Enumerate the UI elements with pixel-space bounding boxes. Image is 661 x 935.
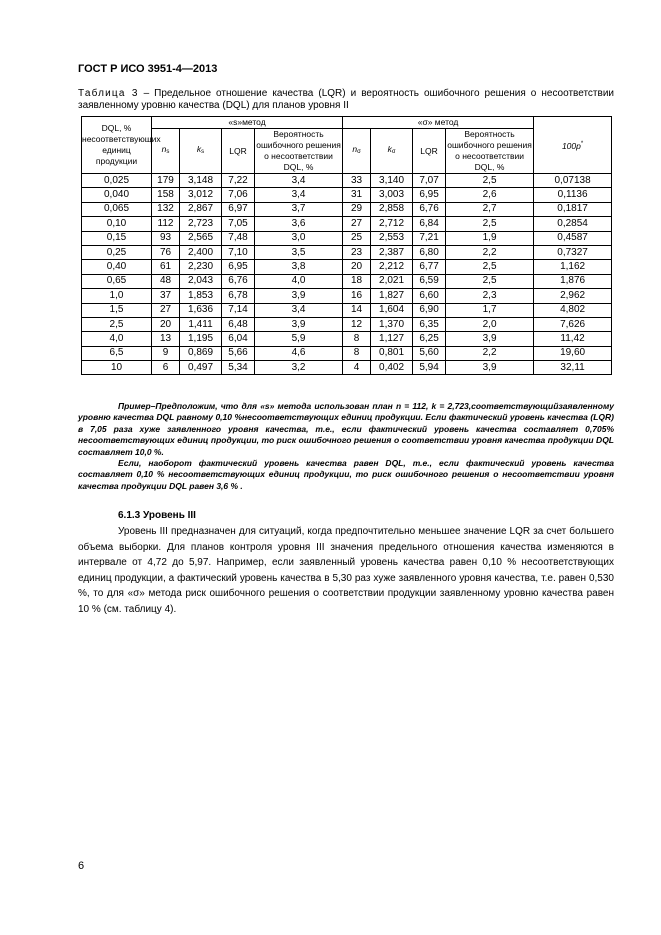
table-cell: 6,95 <box>222 260 255 274</box>
table-cell: 0,801 <box>371 346 413 360</box>
page-number: 6 <box>78 860 85 872</box>
table-cell: 1,411 <box>180 317 222 331</box>
table-cell: 6,77 <box>413 260 446 274</box>
table-cell: 20 <box>152 317 180 331</box>
table-cell: 2,3 <box>446 289 534 303</box>
table-cell: 0,402 <box>371 361 413 375</box>
table-cell: 61 <box>152 260 180 274</box>
table-cell: 0,10 <box>82 217 152 231</box>
table-cell: 2,712 <box>371 217 413 231</box>
table-cell: 2,0 <box>446 317 534 331</box>
table-cell: 2,858 <box>371 202 413 216</box>
table-cell: 4,6 <box>255 346 343 360</box>
table-cell: 2,6 <box>446 188 534 202</box>
table-cell: 4,0 <box>255 274 343 288</box>
table-cell: 3,0 <box>255 231 343 245</box>
table-cell: 5,60 <box>413 346 446 360</box>
section-title: 6.1.3 Уровень III <box>118 510 196 521</box>
table-cell: 3,9 <box>255 317 343 331</box>
table-cell: 0,40 <box>82 260 152 274</box>
header-dql: DQL, % несоответствующих единиц продукции <box>82 117 152 174</box>
table-cell: 3,9 <box>446 332 534 346</box>
table-cell: 11,42 <box>534 332 612 346</box>
table-row <box>82 260 612 274</box>
table-row <box>82 361 612 375</box>
table-cell: 9 <box>152 346 180 360</box>
table-cell: 1,604 <box>371 303 413 317</box>
table-head <box>82 117 612 174</box>
table-cell: 2,2 <box>446 245 534 259</box>
table-cell: 0,025 <box>82 174 152 188</box>
example-paragraph-2: Если, наоборот фактический уровень качества равен DQL, т.е., если фактический уровень качества составляет 0,10 % несоответствующих единиц продукции, то риск ошибочного решения о несоответствии уровня качества продукции DQL равен 3,6 % . <box>78 458 614 491</box>
table-cell: 2,5 <box>446 174 534 188</box>
table-cell: 3,003 <box>371 188 413 202</box>
table-cell: 10 <box>82 361 152 375</box>
table-cell: 1,7 <box>446 303 534 317</box>
table-row <box>82 346 612 360</box>
table-cell: 6,76 <box>222 274 255 288</box>
table-cell: 32,11 <box>534 361 612 375</box>
table-cell: 18 <box>343 274 371 288</box>
table-cell: 16 <box>343 289 371 303</box>
table-cell: 2,387 <box>371 245 413 259</box>
table-cell: 7,05 <box>222 217 255 231</box>
table-cell: 3,140 <box>371 174 413 188</box>
table-cell: 5,94 <box>413 361 446 375</box>
table-cell: 1,5 <box>82 303 152 317</box>
table-cell: 2,5 <box>82 317 152 331</box>
table-cell: 3,6 <box>255 217 343 231</box>
table-cell: 2,962 <box>534 289 612 303</box>
table-cell: 2,043 <box>180 274 222 288</box>
example-paragraph-1: Пример–Предположим, что для «s» метода использован план n = 112, k = 2,723,соответствующийзаявленному уровню качества DQL равному 0,10 %несоответствующих единиц продукции. Если фактический уровень качества (LQR) в 7,05 раза хуже заявленного уровня качества, т.е., если фактический уровень качества составляет 0,705% несоответствующих единиц продукции, то риск ошибочного решения о соответствии уровня качества продукции DQL составляет 10,0 %. <box>78 401 614 457</box>
table-cell: 2,5 <box>446 274 534 288</box>
table-cell: 0,869 <box>180 346 222 360</box>
table-cell: 0,497 <box>180 361 222 375</box>
table-cell: 14 <box>343 303 371 317</box>
table-cell: 6,5 <box>82 346 152 360</box>
table-cell: 1,636 <box>180 303 222 317</box>
header-100p: 100p* <box>534 117 612 174</box>
table-cell: 6,76 <box>413 202 446 216</box>
table-cell: 6,78 <box>222 289 255 303</box>
header-n-sigma: $n_\sigma$ <box>343 129 371 174</box>
table-cell: 7,10 <box>222 245 255 259</box>
table-cell: 3,5 <box>255 245 343 259</box>
table-cell: 29 <box>343 202 371 216</box>
table-cell: 7,48 <box>222 231 255 245</box>
header-lqr-sigma: LQR <box>413 129 446 174</box>
table-cell: 1,370 <box>371 317 413 331</box>
table-row <box>82 332 612 346</box>
table-row <box>82 245 612 259</box>
table-row <box>82 217 612 231</box>
table-cell: 6,90 <box>413 303 446 317</box>
table-cell: 7,22 <box>222 174 255 188</box>
table-cell: 6,60 <box>413 289 446 303</box>
example-block <box>78 401 614 492</box>
table-caption-label: Таблица 3 <box>78 88 139 99</box>
table-cell: 0,4587 <box>534 231 612 245</box>
header-sigma-method: «σ» метод <box>343 117 534 129</box>
table-cell: 1,0 <box>82 289 152 303</box>
table-row <box>82 202 612 216</box>
table-cell: 6,35 <box>413 317 446 331</box>
table-cell: 179 <box>152 174 180 188</box>
table-cell: 0,2854 <box>534 217 612 231</box>
table-row <box>82 188 612 202</box>
table-cell: 3,4 <box>255 174 343 188</box>
table-cell: 6,48 <box>222 317 255 331</box>
table-cell: 8 <box>343 332 371 346</box>
table-cell: 158 <box>152 188 180 202</box>
table-cell: 7,626 <box>534 317 612 331</box>
table-cell: 7,06 <box>222 188 255 202</box>
table-cell: 5,66 <box>222 346 255 360</box>
table-cell: 2,565 <box>180 231 222 245</box>
table-row <box>82 289 612 303</box>
table-cell: 7,21 <box>413 231 446 245</box>
table-row <box>82 274 612 288</box>
table-cell: 112 <box>152 217 180 231</box>
table-cell: 31 <box>343 188 371 202</box>
table-cell: 3,012 <box>180 188 222 202</box>
table-cell: 0,07138 <box>534 174 612 188</box>
table-cell: 1,876 <box>534 274 612 288</box>
section-body: Уровень III предназначен для ситуаций, когда предпочтительно меньшее значение LQR за счет большего объема выборки. Для планов контроля уровня III значения предельного отношения качества изменяются в интервале от 4,72 до 5,97. Например, если заявленный уровень качества равен 0,10 % несоответствующих единиц продукции, а фактический уровень качества в 5,30 раз хуже заявленного уровня качества, т.е. равен 0,530 %, то для «σ» метода риск ошибочного решения о соответствии продукции заявленному уровню качества равен 10 % (см. таблицу 4). <box>78 526 614 615</box>
table-cell: 2,5 <box>446 217 534 231</box>
table-cell: 0,65 <box>82 274 152 288</box>
table-row <box>82 303 612 317</box>
table-cell: 4,802 <box>534 303 612 317</box>
table-cell: 4 <box>343 361 371 375</box>
table-cell: 6,97 <box>222 202 255 216</box>
table-cell: 6,84 <box>413 217 446 231</box>
table-cell: 3,2 <box>255 361 343 375</box>
table-cell: 20 <box>343 260 371 274</box>
table-cell: 37 <box>152 289 180 303</box>
table-cell: 8 <box>343 346 371 360</box>
table-cell: 3,4 <box>255 188 343 202</box>
table-cell: 0,25 <box>82 245 152 259</box>
table-cell: 13 <box>152 332 180 346</box>
table-cell: 6,59 <box>413 274 446 288</box>
table-cell: 0,15 <box>82 231 152 245</box>
table-cell: 93 <box>152 231 180 245</box>
table-cell: 2,553 <box>371 231 413 245</box>
table-cell: 6,25 <box>413 332 446 346</box>
table-cell: 5,34 <box>222 361 255 375</box>
table-cell: 2,5 <box>446 260 534 274</box>
table-cell: 0,040 <box>82 188 152 202</box>
table-row <box>82 231 612 245</box>
table-cell: 1,853 <box>180 289 222 303</box>
table-cell: 6,80 <box>413 245 446 259</box>
table-body <box>82 174 612 375</box>
table-row <box>82 174 612 188</box>
table-cell: 76 <box>152 245 180 259</box>
table-cell: 6 <box>152 361 180 375</box>
table-cell: 0,7327 <box>534 245 612 259</box>
table-cell: 1,162 <box>534 260 612 274</box>
table-caption-text: – Предельное отношение качества (LQR) и вероятность ошибочного решения о несоответствии заявленному уровню качества (DQL) для планов уровня II <box>78 88 614 111</box>
header-s-method: «s»метод <box>152 117 343 129</box>
header-k-sigma: $k_\sigma$ <box>371 129 413 174</box>
table-cell: 6,04 <box>222 332 255 346</box>
table-row <box>82 317 612 331</box>
table-cell: 1,127 <box>371 332 413 346</box>
table-cell: 0,065 <box>82 202 152 216</box>
table-cell: 2,021 <box>371 274 413 288</box>
table-cell: 2,7 <box>446 202 534 216</box>
lqr-table <box>81 116 612 375</box>
table-cell: 27 <box>152 303 180 317</box>
table-cell: 2,867 <box>180 202 222 216</box>
table-cell: 2,212 <box>371 260 413 274</box>
table-cell: 4,0 <box>82 332 152 346</box>
table-cell: 25 <box>343 231 371 245</box>
table-cell: 33 <box>343 174 371 188</box>
table-cell: 23 <box>343 245 371 259</box>
table-cell: 7,07 <box>413 174 446 188</box>
header-prob-sigma: Вероятность ошибочного решения о несоответствии DQL, % <box>447 129 532 172</box>
table-cell: 3,148 <box>180 174 222 188</box>
table-cell: 12 <box>343 317 371 331</box>
table-cell: 2,723 <box>180 217 222 231</box>
table-cell: 3,9 <box>446 361 534 375</box>
table-cell: 27 <box>343 217 371 231</box>
table-cell: 2,230 <box>180 260 222 274</box>
table-cell: 5,9 <box>255 332 343 346</box>
table-cell: 19,60 <box>534 346 612 360</box>
table-cell: 3,8 <box>255 260 343 274</box>
header-k-s: $k_s$ <box>180 129 222 174</box>
table-cell: 132 <box>152 202 180 216</box>
table-cell: 2,400 <box>180 245 222 259</box>
table-caption <box>78 88 614 112</box>
header-prob-s: Вероятность ошибочного решения о несоответствии DQL, % <box>256 129 341 172</box>
table-cell: 0,1136 <box>534 188 612 202</box>
table-cell: 7,14 <box>222 303 255 317</box>
table-cell: 3,9 <box>255 289 343 303</box>
table-cell: 0,1817 <box>534 202 612 216</box>
table-cell: 1,195 <box>180 332 222 346</box>
table-cell: 6,95 <box>413 188 446 202</box>
header-n-s: $n_s$ <box>152 129 180 174</box>
table-cell: 1,827 <box>371 289 413 303</box>
table-cell: 3,4 <box>255 303 343 317</box>
table-cell: 2,2 <box>446 346 534 360</box>
table-cell: 48 <box>152 274 180 288</box>
table-cell: 3,7 <box>255 202 343 216</box>
document-header: ГОСТ Р ИСО 3951-4—2013 <box>78 63 218 75</box>
table-cell: 1,9 <box>446 231 534 245</box>
header-lqr-s: LQR <box>222 129 255 174</box>
